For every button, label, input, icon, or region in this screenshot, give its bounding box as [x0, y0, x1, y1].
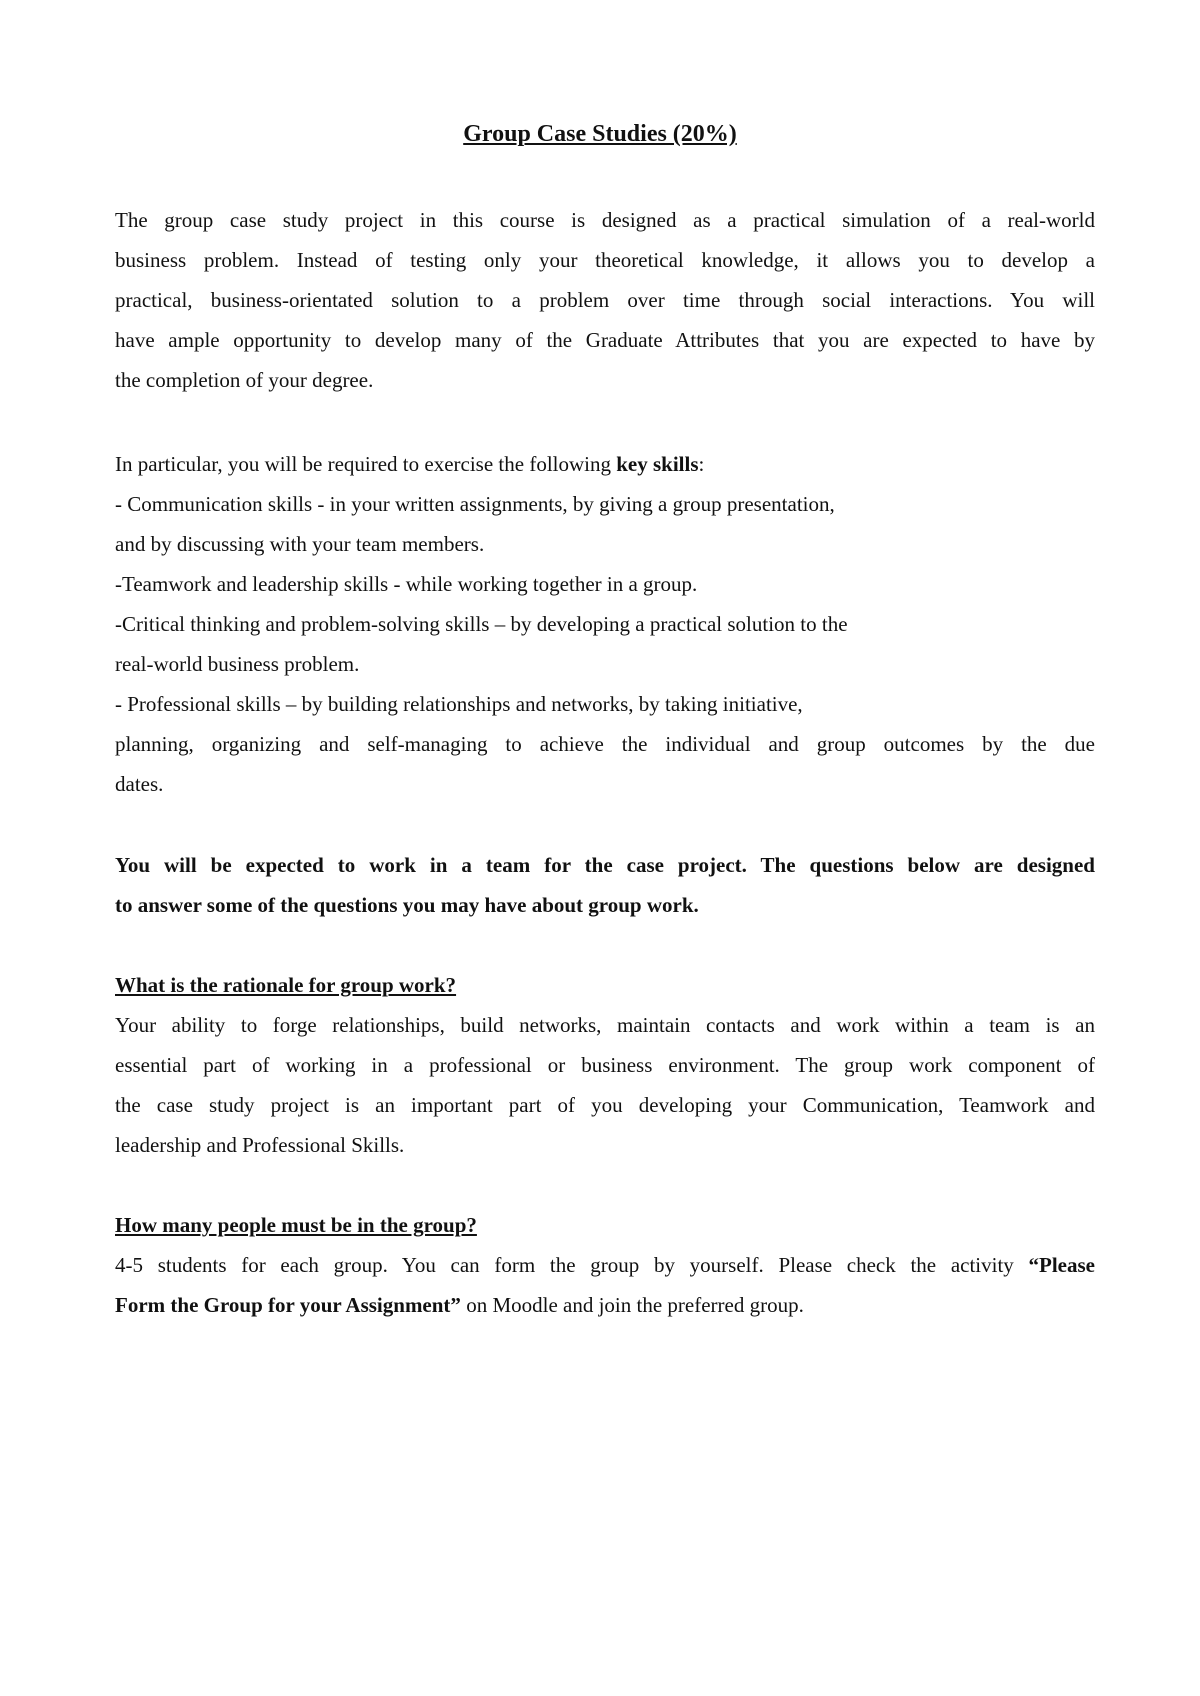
skills-line: and by discussing with your team members. [115, 532, 485, 556]
skills-line: dates. [115, 772, 164, 796]
group-size-line [115, 1250, 1095, 1280]
rationale-line: essential part of working in a professional or business environment. The group work component of [115, 1053, 1095, 1077]
activity-name-start: “Please [1028, 1253, 1095, 1277]
rationale-line: Your ability to forge relationships, build networks, maintain contacts and work within a team is an [115, 1013, 1095, 1037]
expectation-line: to answer some of the questions you may have about group work. [115, 893, 699, 917]
skills-line: -Teamwork and leadership skills - while working together in a group. [115, 572, 698, 596]
group-size-line [115, 1290, 1095, 1320]
rationale-line: leadership and Professional Skills. [115, 1133, 405, 1157]
skills-lead-bold: key skills [616, 452, 699, 476]
page-title: Group Case Studies (20%) [463, 121, 737, 147]
skills-line: - Communication skills - in your written assignments, by giving a group presentation, [115, 492, 835, 516]
skills-lead [115, 449, 1095, 479]
skills-line: real-world business problem. [115, 652, 360, 676]
intro-line: business problem. Instead of testing only your theoretical knowledge, it allows you to develop a [115, 248, 1095, 272]
intro-line: the completion of your degree. [115, 368, 374, 392]
intro-line: practical, business-orientated solution to a problem over time through social interactions. You will [115, 288, 1095, 312]
intro-line: have ample opportunity to develop many of the Graduate Attributes that you are expected to have by [115, 328, 1095, 352]
skills-lead-suffix: : [698, 452, 705, 476]
skills-line: - Professional skills – by building relationships and networks, by taking initiative, [115, 692, 803, 716]
activity-name-end: Form the Group for your Assignment” [115, 1293, 461, 1317]
skills-lead-prefix: In particular, you will be required to exercise the following [115, 452, 617, 476]
rationale-line: the case study project is an important part of you developing your Communication, Teamwork and [115, 1093, 1095, 1117]
intro-line: The group case study project in this course is designed as a practical simulation of a real-world [115, 208, 1095, 232]
group-size-heading: How many people must be in the group? [115, 1213, 477, 1237]
rationale-heading: What is the rationale for group work? [115, 973, 457, 997]
skills-line: -Critical thinking and problem-solving skills – by developing a practical solution to the [115, 612, 848, 636]
group-size-text: 4-5 students for each group. You can form the group by yourself. Please check the activity [115, 1253, 1029, 1277]
expectation-line: You will be expected to work in a team for the case project. The questions below are designed [115, 853, 1095, 877]
skills-line: planning, organizing and self-managing to achieve the individual and group outcomes by the due [115, 732, 1095, 756]
group-size-text: on Moodle and join the preferred group. [460, 1293, 804, 1317]
